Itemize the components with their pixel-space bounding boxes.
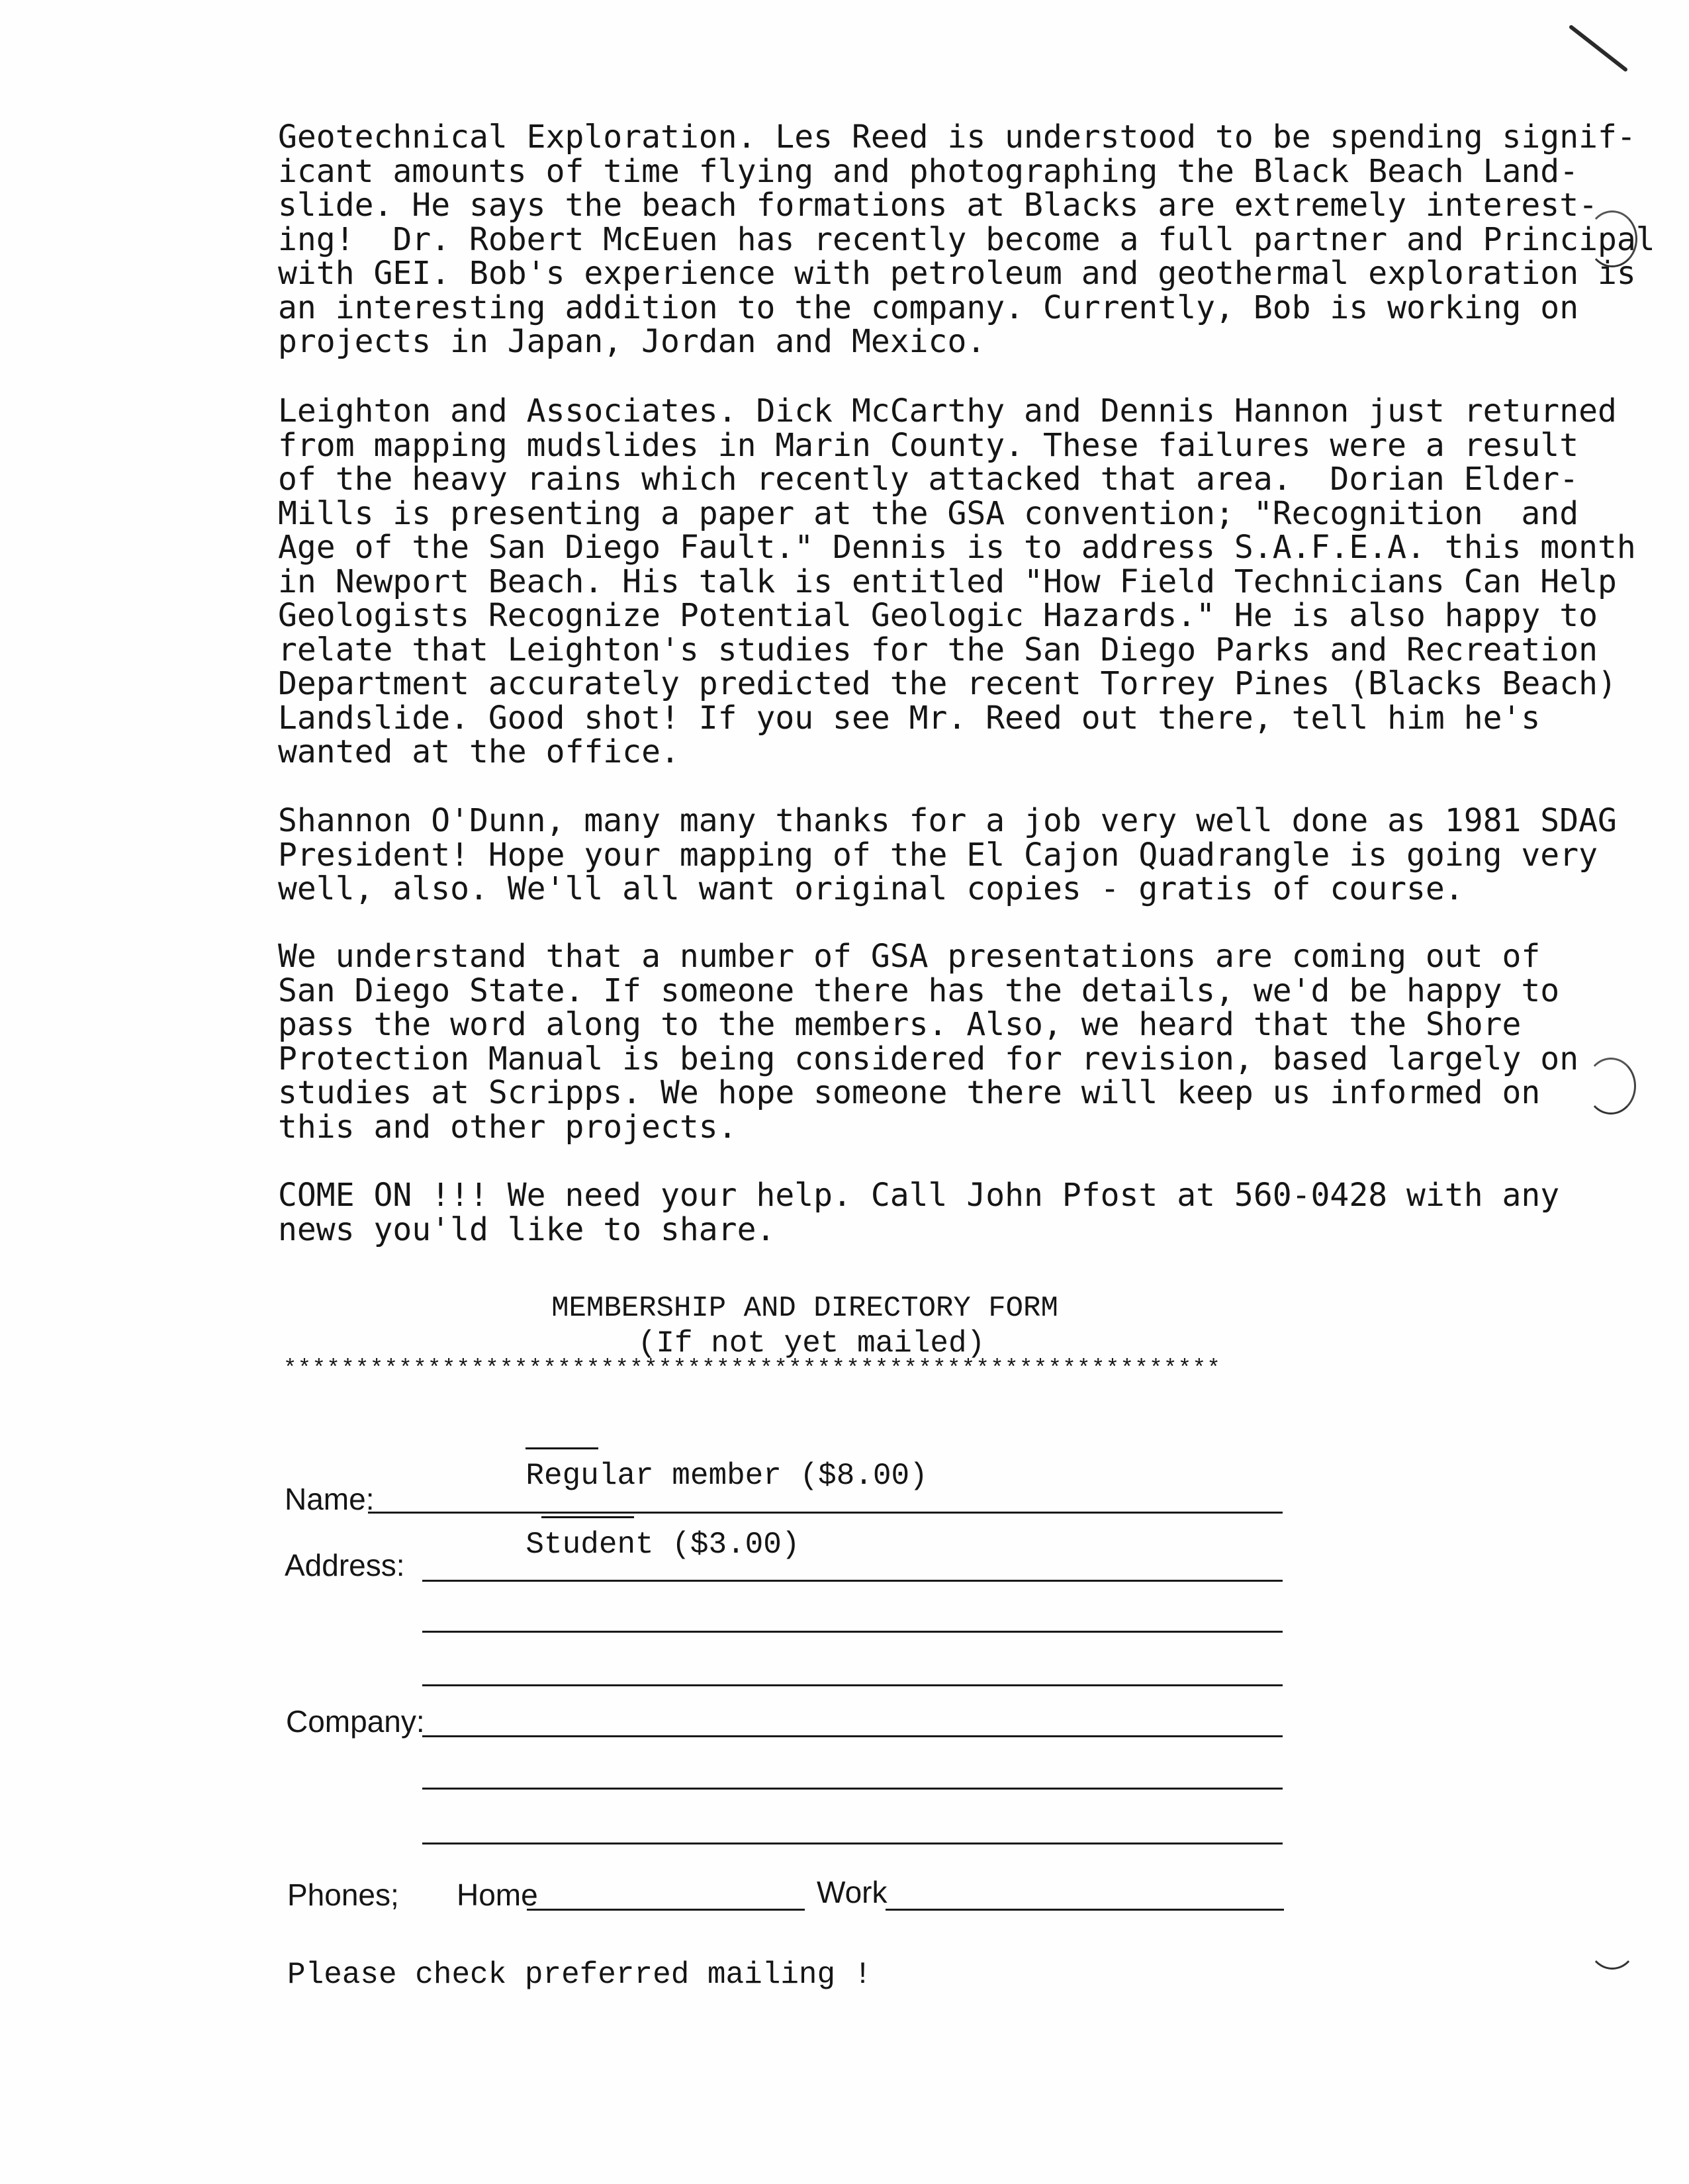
name-label: Name: — [285, 1482, 375, 1516]
address-field-line-1[interactable] — [422, 1580, 1283, 1582]
form-title: MEMBERSHIP AND DIRECTORY FORM — [551, 1292, 1058, 1325]
paragraph-gsa-presentations: We understand that a number of GSA presentations are coming out of San Diego State. If someone there has the details, we'd be happy to pass the word along to the members. Also, we heard that the Shore Protection Manual is being considered for revision, based largely on studies at Scripps. We hope someone there will keep us informed on this and other projects. — [278, 938, 1579, 1146]
address-label: Address: — [285, 1548, 405, 1582]
binder-hole-bottom — [1587, 1913, 1637, 1970]
company-field-line-2[interactable] — [422, 1788, 1283, 1790]
membership-type-row — [453, 1390, 928, 1596]
staple-mark — [1569, 24, 1628, 72]
paragraph-geotechnical-exploration: Geotechnical Exploration. Les Reed is understood to be spending signif- icant amounts of time flying and photographing the Black Beach Land- slide. He says the beach formations at Blacks are extremely interest- ing! Dr. Robert McEuen has recently become a full partner and Principal with GEI. Bob's experience with petroleum and geothermal exploration is an interesting addition to the company. Currently, Bob is working on projects in Japan, Jordan and Mexico. — [278, 118, 1655, 360]
home-phone-label: Home — [457, 1878, 538, 1912]
paragraph-come-on: COME ON !!! We need your help. Call John Pfost at 560-0428 with any news you'ld like to share. — [278, 1177, 1560, 1248]
asterisk-separator: ***************************************************************** — [283, 1357, 1222, 1382]
paragraph-shannon-odunn: Shannon O'Dunn, many many thanks for a job very well done as 1981 SDAG President! Hope your mapping of the El Cajon Quadrangle is going very well, also. We'll all want original copies - gratis of course. — [278, 802, 1617, 907]
address-field-line-3[interactable] — [422, 1684, 1283, 1686]
company-field-line-1[interactable] — [422, 1735, 1283, 1737]
phones-label: Phones; — [287, 1878, 399, 1912]
mailing-preference-note: Please check preferred mailing ! — [287, 1958, 872, 1992]
binder-hole-middle — [1586, 1058, 1636, 1115]
paragraph-leighton-associates: Leighton and Associates. Dick McCarthy and Dennis Hannon just returned from mapping mudslides in Marin County. These failures were a result of the heavy rains which recently attacked that area. Dorian Elder- Mills is presenting a paper at the GSA convention; "Recognition and Age of the San Diego Fault." Dennis is to address S.A.F.E.A. this month in Newport Beach. His talk is entitled "How Field Technicians Can Help Geologists Recognize Potential Geologic Hazards." He is also happy to relate that Leighton's studies for the San Diego Parks and Recreation Department accurately predicted the recent Torrey Pines (Blacks Beach) Landslide. Good shot! If you see Mr. Reed out there, tell him he's wanted at the office. — [278, 392, 1636, 770]
work-phone-label: Work — [817, 1875, 888, 1909]
company-field-line-3[interactable] — [422, 1843, 1283, 1844]
student-label: Student ($3.00) — [525, 1527, 800, 1562]
name-field[interactable] — [368, 1512, 1283, 1514]
binder-hole-top — [1587, 210, 1637, 267]
form-subtitle: (If not yet mailed) — [637, 1326, 985, 1361]
work-phone-field[interactable] — [886, 1909, 1284, 1911]
home-phone-field[interactable] — [527, 1909, 805, 1911]
regular-member-blank[interactable] — [525, 1442, 598, 1449]
address-field-line-2[interactable] — [422, 1631, 1283, 1633]
regular-member-label: Regular member ($8.00) — [525, 1459, 928, 1493]
company-label: Company: — [286, 1704, 425, 1739]
